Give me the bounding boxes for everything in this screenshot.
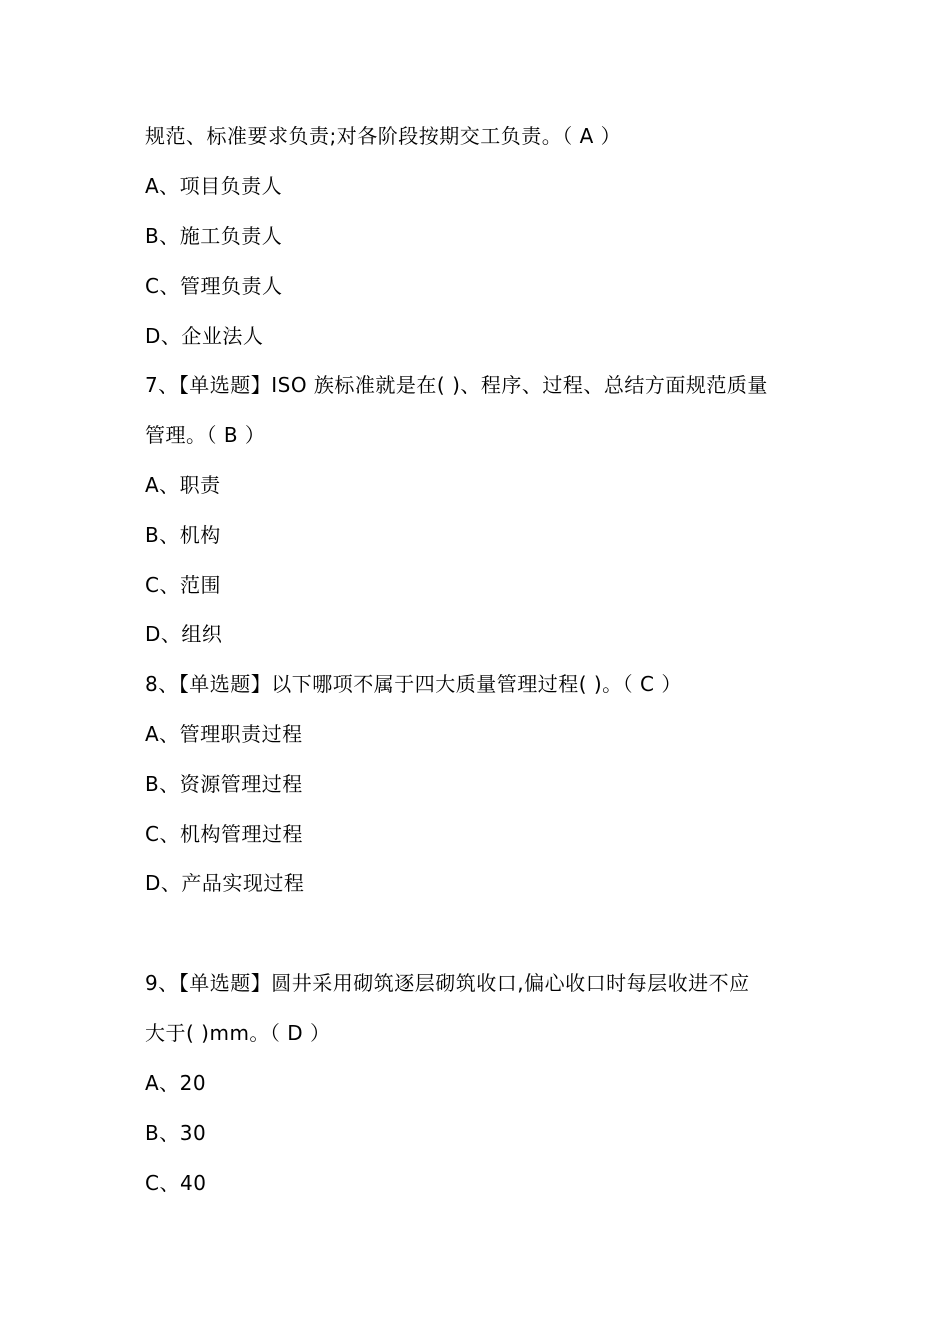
question-9-option-c: C、40 bbox=[145, 1171, 207, 1195]
question-7-text-end: 管理。（ B ） bbox=[145, 423, 266, 447]
question-7-option-a: A、职责 bbox=[145, 473, 221, 497]
question-8-option-c: C、机构管理过程 bbox=[145, 822, 303, 846]
question-7-text: 7、【单选题】ISO 族标准就是在( )、程序、过程、总结方面规范质量 bbox=[145, 373, 768, 397]
question-9-text: 9、【单选题】圆井采用砌筑逐层砌筑收口,偏心收口时每层收进不应 bbox=[145, 971, 750, 995]
question-9-option-a: A、20 bbox=[145, 1071, 207, 1095]
question-8-option-d: D、产品实现过程 bbox=[145, 871, 305, 895]
question-6-option-b: B、施工负责人 bbox=[145, 224, 283, 248]
question-6-text-end: 规范、标准要求负责;对各阶段按期交工负责。（ A ） bbox=[145, 124, 622, 148]
question-7-option-d: D、组织 bbox=[145, 622, 223, 646]
question-7-option-c: C、范围 bbox=[145, 573, 221, 597]
question-6-option-a: A、项目负责人 bbox=[145, 174, 283, 198]
question-6-option-d: D、企业法人 bbox=[145, 324, 264, 348]
question-9-text-end: 大于( )mm。（ D ） bbox=[145, 1021, 331, 1045]
question-8-option-a: A、管理职责过程 bbox=[145, 722, 303, 746]
question-6-option-c: C、管理负责人 bbox=[145, 274, 283, 298]
question-8-option-b: B、资源管理过程 bbox=[145, 772, 303, 796]
question-8-text: 8、【单选题】以下哪项不属于四大质量管理过程( )。（ C ） bbox=[145, 672, 682, 696]
question-9-option-b: B、30 bbox=[145, 1121, 207, 1145]
question-7-option-b: B、机构 bbox=[145, 523, 221, 547]
